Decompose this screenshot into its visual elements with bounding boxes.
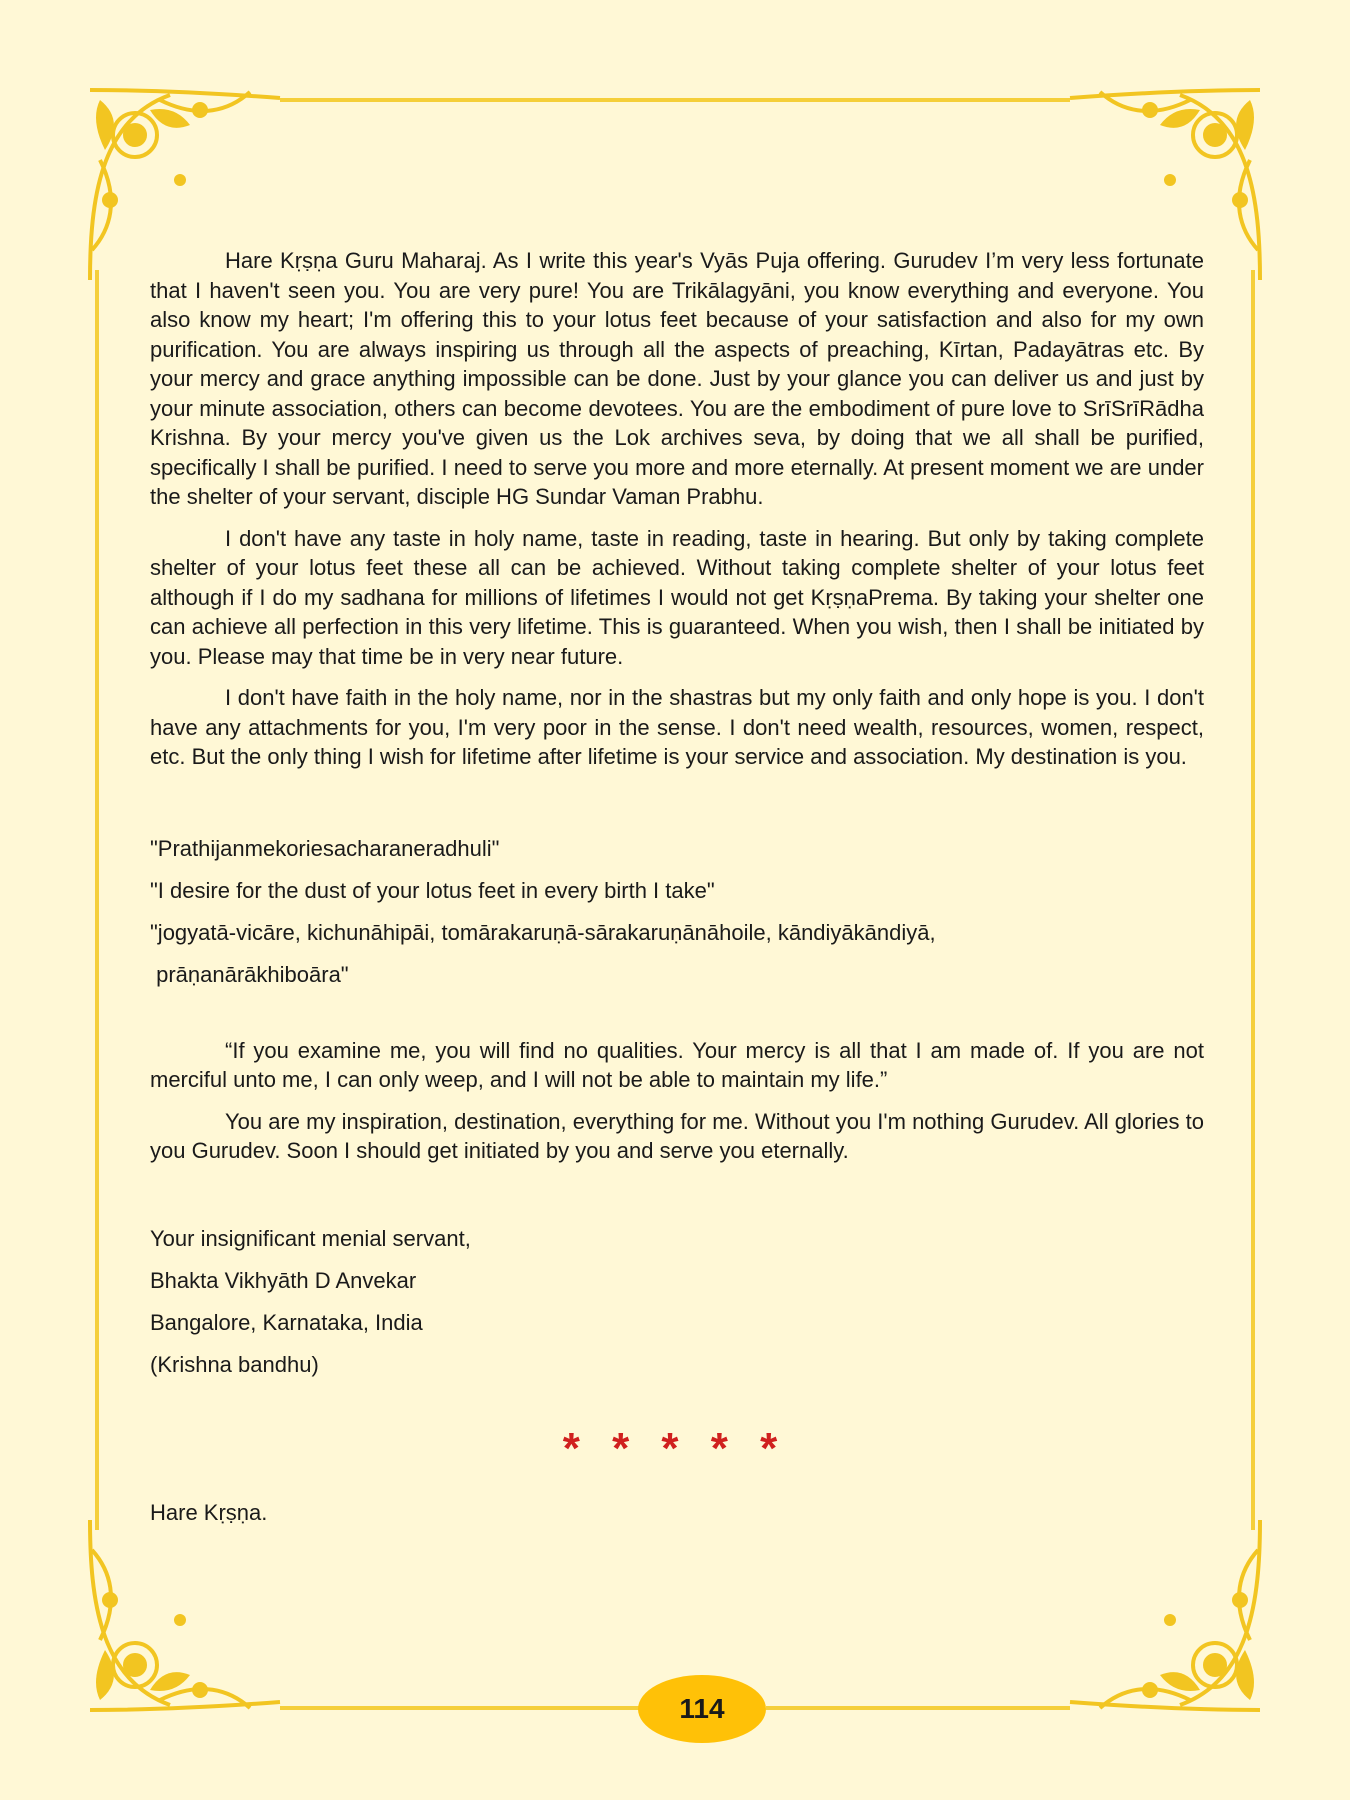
- paragraph-5: You are my inspiration, destination, everything for me. Without you I'm nothing Gurudev. All glories to you Gurudev. Soon I should get initiated by you and serve you eternally.: [150, 1108, 1204, 1163]
- paragraph-2: I don't have any taste in holy name, taste in reading, taste in hearing. But only by taking complete shelter of your lotus feet these all can be achieved. Without taking complete shelter of your lotus feet although if I do my sadhana for millions of lifetimes I would not get KṛṣṇaPrema. By taking your shelter one can achieve all perfection in this very lifetime. This is guaranteed. When you wish, then I shall be initiated by you. Please may that time be in very near future.: [150, 525, 1204, 669]
- paragraph-1: Hare Kṛṣṇa Guru Maharaj. As I write this year's Vyās Puja offering. Gurudev I’m very less fortunate that I haven't seen you. You are very pure! You are Trikālagyāni, you know everything and everyone. You also know my heart; I'm offering this to your lotus feet because of your satisfaction and also for my own purification. You are always inspiring us through all the aspects of preaching, Kīrtan, Padayātras etc. By your mercy and grace anything impossible can be done. Just by your glance you can deliver us and just by your minute association, others can become devotees. You are the embodiment of pure love to SrīSrīRādha Krishna. By your mercy you've given us the Lok archives seva, by doing that we all shall be purified, specifically I shall be purified. I need to serve you more and more eternally. At present moment we are under the shelter of your servant, disciple HG Sundar Vaman Prabhu.: [150, 248, 1204, 509]
- border-bottom-right: [766, 1706, 1070, 1710]
- separator-stars: * * * * *: [562, 1424, 788, 1473]
- corner-ornament-bottom-right: [1060, 1510, 1270, 1720]
- verse-line-3: "jogyatā-vicāre, kichunāhipāi, tomārakaruṇā-sārakaruṇānāhoile, kāndiyākāndiyā,: [150, 919, 936, 945]
- spacer: [150, 1178, 1204, 1218]
- paragraph-4: “If you examine me, you will find no qualities. Your mercy is all that I am made of. If you are not merciful unto me, I can only weep, and I will not be able to maintain my life.”: [150, 1037, 1204, 1092]
- spacer: [150, 996, 1204, 1036]
- verse-line-2: "I desire for the dust of your lotus feet in every birth I take": [150, 877, 715, 903]
- border-right: [1251, 270, 1255, 1530]
- page-number: 114: [679, 1693, 725, 1724]
- corner-ornament-bottom-left: [80, 1510, 290, 1720]
- signature-location: Bangalore, Karnataka, India: [150, 1309, 423, 1335]
- spacer: [150, 784, 1204, 828]
- verse-line-1: "Prathijanmekoriesacharaneradhuli": [150, 835, 500, 861]
- verse-line-4: prāṇanārākhiboāra": [150, 961, 349, 987]
- closing-greeting: Hare Kṛṣṇa.: [150, 1500, 268, 1525]
- letter-body: [150, 246, 1204, 1386]
- signature-closing: Your insignificant menial servant,: [150, 1225, 471, 1251]
- border-top: [280, 98, 1070, 102]
- paragraph-3: I don't have faith in the holy name, nor in the shastras but my only faith and only hope is you. I don't have any attachments for you, I'm very poor in the sense. I don't need wealth, resources, women, respect, etc. But the only thing I wish for lifetime after lifetime is your service and association. My destination is you.: [150, 685, 1204, 769]
- border-left: [95, 270, 99, 1530]
- page-number-badge: [638, 1675, 766, 1743]
- border-bottom-left: [280, 1706, 640, 1710]
- signature-name: Bhakta Vikhyāth D Anvekar: [150, 1267, 417, 1293]
- signature-nickname: (Krishna bandhu): [150, 1351, 319, 1377]
